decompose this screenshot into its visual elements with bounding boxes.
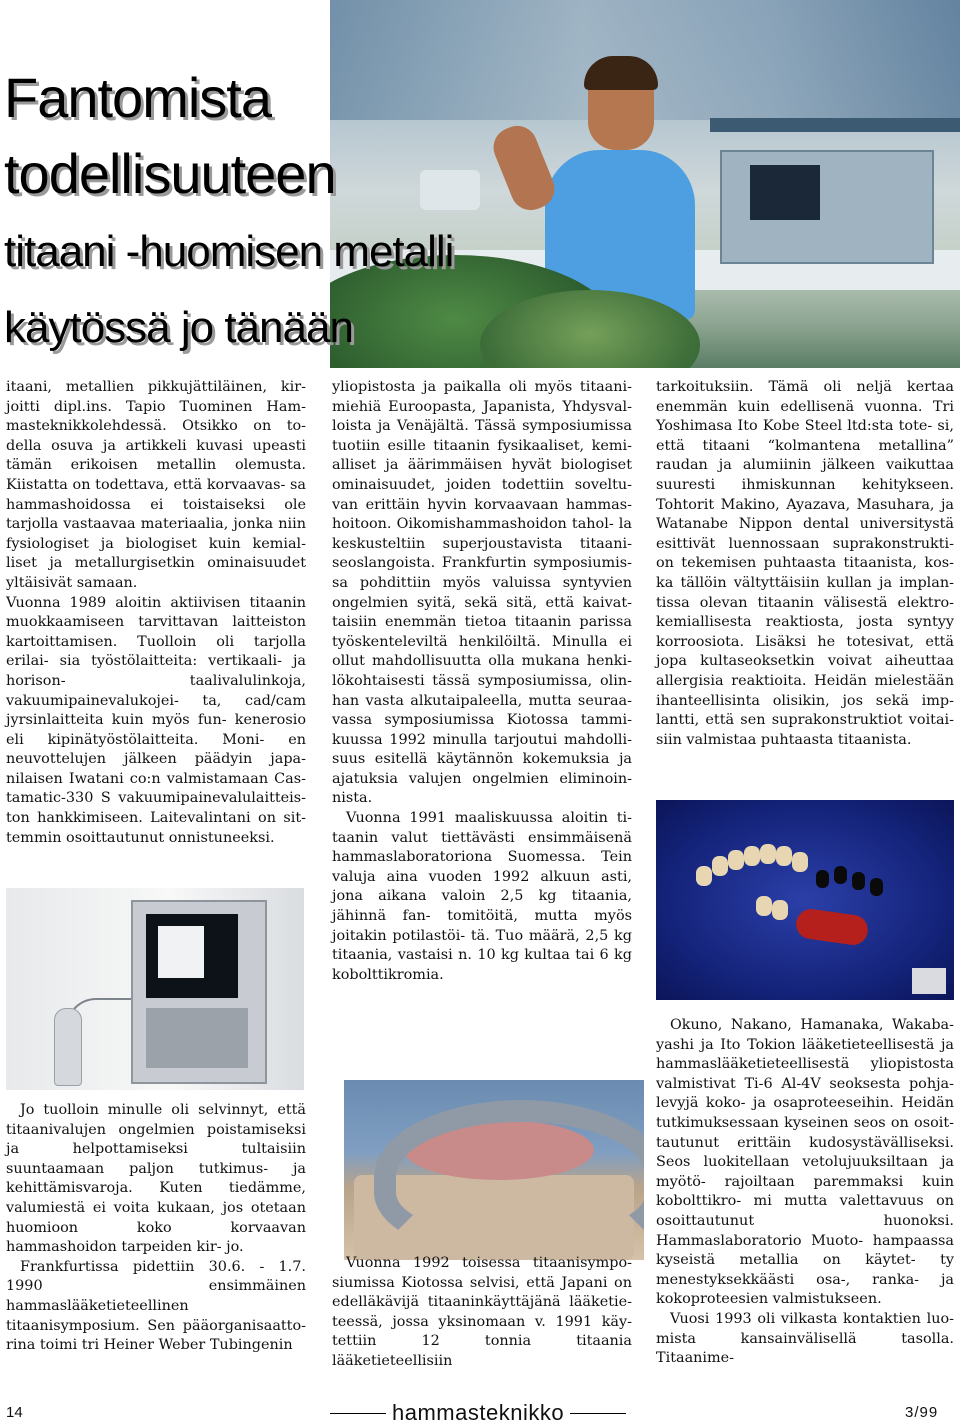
photo-titanium-teeth xyxy=(656,800,954,1000)
photo-cast-part xyxy=(834,866,847,884)
paragraph: yliopistosta ja paikalla oli myös titaani- miehiä Euroopasta, Japanista, Yhdysval- loista ja Venäjältä. Tässä symposiumissa tuotiin esille titaanin fysikaaliset, kemi- alliset ja äärimmäisen hyvät biologiset ominaisuudet, joiden todettiin soveltu- van erittäin hyvin korvaavaan hammas- hoitoon. Oikomishammashoidon tahol- la keskusteltiin superjoustavista titaani- seoslangoista. Frankfurtin symposiumis- sa pohdittiin myös valuissa syntyvien ongelmien syitä, sekä sitä, että kaivat- taisiin enemmän tietoa titaanin parissa työskenteleviltä henkilöiltä. Minulla ei ollut mahdollisuutta olla mukana henki- lökohtaisesti tässä symposiumissa, olin- han vasta alkutaipaleella, mutta seuraa- vassa symposiumissa Kiotossa tammi- kuussa 1992 minulla tarjoutui mahdolli- suus esitellä käytännön kokemuksia ja ajatuksia valujen ongelmien eliminoin- nista. xyxy=(332,379,632,807)
photo-tooth xyxy=(760,844,776,864)
title-line-2: todellisuuteen xyxy=(4,142,336,205)
photo-gas-tank xyxy=(54,1008,82,1086)
photo-tooth xyxy=(696,866,712,886)
photo-person-arm xyxy=(487,120,560,216)
photo-titanium-arch xyxy=(374,1100,644,1254)
photo-machine-base xyxy=(146,1008,248,1068)
column-middle-bottom xyxy=(332,1254,632,1372)
paragraph: Vuonna 1992 toisessa titaanisympo- siumissa Kiotossa selvisi, että Japani on edelläkävijä titaaninkäyttäjänä lääketie- teessä, jossa yksinomaan v. 1991 käy- tettiin 12 tonnia titaania lääketieteellisiin xyxy=(332,1255,632,1369)
photo-tooth xyxy=(772,900,788,920)
photo-tooth xyxy=(756,896,772,916)
column-left-bottom xyxy=(6,1101,306,1356)
column-middle-top xyxy=(332,378,632,985)
photo-label-card xyxy=(912,968,946,994)
photo-titanium-framework xyxy=(344,1080,644,1260)
photo-tooth xyxy=(728,850,744,870)
photo-cast-part xyxy=(870,878,883,896)
photo-cast-part xyxy=(852,872,865,890)
issue-number: 3/99 xyxy=(905,1404,939,1421)
magazine-name: hammasteknikko xyxy=(392,1400,565,1425)
photo-tooth xyxy=(744,846,760,866)
photo-lamp xyxy=(420,170,480,210)
title-line-1: Fantomista xyxy=(4,66,271,129)
paragraph: tarkoituksiin. Tämä oli neljä kertaa enemmän kuin edellisenä vuonna. Tri Yoshimasa Ito Kobe Steel ltd:sta tote- si, että titaani “kolmantena metallina” raudan ja alumiinin jälkeen vaikuttaa suuresti ihmiskunnan kehitykseen. Tohtorit Makino, Ayazava, Masuhara, ja Watanabe Nippon dental universitystä esittivät luennossaan suprakonstrukti- on tekemisen puhtaasta titaanista, kos- ka tällöin vältyttäisiin kullan ja implan- tissa olevan titaanin välisestä elektro- kemiallisesta reaktiosta, josta syntyy korroosiota. Lisäksi he totesivat, että jopa kultaseoksetkin voivat aiheuttaa allergisia reaktioita. Heidän mielestään ihanteellisinta olisikin, jos sekä imp- lantti, että sen suprakonstruktiot voitai- siin valmistaa puhtaasta titaanista. xyxy=(656,379,954,748)
paragraph: Frankfurtissa pidettiin 30.6. - 1.7. 1990 ensimmäinen hammaslääketieteellinen titaanisymposium. Sen pääorganisaatto- rina toimi tri Heiner Weber Tubingenin xyxy=(6,1258,306,1354)
photo-casting-machine xyxy=(6,888,304,1090)
subtitle-line-2: käytössä jo tänään xyxy=(4,303,353,352)
paragraph: Vuonna 1991 maaliskuussa aloitin ti- taanin valut tiettävästi ensimmäisenä hammaslaboratoriona Suomessa. Tein valuja aina vuoden 1992 alkuun asti, jona aikana valoin 2,5 kg titaania, jähinnä fan- tomitöitä, mutta myös joitakin potilastöi- tä. Tuo määrä, 2,5 kg titaania, vastaisi n. 10 kg kultaa tai 6 kg kobolttikromia. xyxy=(332,810,632,983)
photo-shelf xyxy=(710,118,960,132)
photo-tooth xyxy=(792,852,808,872)
page-number: 14 xyxy=(6,1404,23,1421)
paragraph: Jo tuolloin minulle oli selvinnyt, että titaanivalujen ongelmien poistamiseksi ja helpottamiseksi tultaisiin suuntaamaan paljon tutkimus- ja kehittämisvaroja. Kuten tiedämme, valumiestä ei voita kukaan, jos otetaan huomioon koko korvaavan hammashoidon tarpeiden kir- jo. xyxy=(6,1102,306,1256)
footer-rule xyxy=(570,1413,626,1414)
photo-tooth xyxy=(712,856,728,876)
column-right-top xyxy=(656,378,954,750)
paragraph: Vuonna 1989 aloitin aktiivisen titaanin muokkaamiseen tarvittavan laitteiston kartoittamisen. Tuolloin oli tarjolla erilai- sia työstölaitteita: vertikaali- ja horison- taalivalulinkoja, vakuumipainevalukojei- ta, cad/cam jyrsinlaitteita kuin myös fun- kenerosio eli kipinätyöstölaitteita. Moni- en neuvottelujen jälkeen päädyin japa- nilaisen Iwatani co:n valmistamaan Cas- tamatic-330 S vakuumipainevalulaitteis- ton hankkimiseen. Laitevalintani on sit- temmin osoittautunut onnistuneeksi. xyxy=(6,594,306,846)
footer-rule xyxy=(330,1413,386,1414)
column-right-bottom xyxy=(656,1016,954,1369)
photo-monitor xyxy=(750,165,820,220)
paragraph: Vuosi 1993 oli vilkasta kontaktien luo- mista kansainvälisellä tasolla. Titaanime- xyxy=(656,1310,954,1367)
photo-red-bar xyxy=(794,907,869,947)
column-left-top xyxy=(6,378,306,848)
photo-machine-window xyxy=(158,926,204,978)
photo-cast-part xyxy=(816,870,829,888)
subtitle-line-1: titaani -huomisen metalli xyxy=(4,227,454,276)
paragraph: itaani, metallien pikkujättiläinen, kir- joitti dipl.ins. Tapio Tuominen Ham- masteknikkolehdessä. Otsikko on to- della osuva ja artikkeli kuvasi upeasti tämän erikoisen metallin olemusta. Kiistatta on todettava, että korvaavas- sa hammashoidossa ei toistaiseksi ole tarjolla vastaavaa materiaalia, jonka niin fysiologiset ja biologiset kuin kemial- liset ja metallurgisetkin ominaisuudet yltäisivät samaan. xyxy=(6,379,306,591)
photo-tooth xyxy=(776,846,792,866)
header-photo xyxy=(330,0,960,368)
paragraph: Okuno, Nakano, Hamanaka, Wakaba- yashi ja Ito Tokion lääketieteellisestä ja hammaslääketieteellisestä yliopistosta valmistivat Ti-6 Al-4V seoksesta pohja- levyjä koko- ja osaproteeseihin. Heidän tutkimuksessaan kyseinen seos on osoit- tautunut erittäin kudosystävälliseksi. Seos luokitellaan vetolujuuksiltaan ja myötö- rajoiltaan paremmaksi kuin kobolttikro- mi mutta valettavuus on osoittautunut huonoksi. Hammaslaboratorio Muoto- hampaassa kyseistä metallia on käytet- ty menestyksekkäästi osa-, ranka- ja kokoproteesien valmistukseen. xyxy=(656,1017,954,1308)
